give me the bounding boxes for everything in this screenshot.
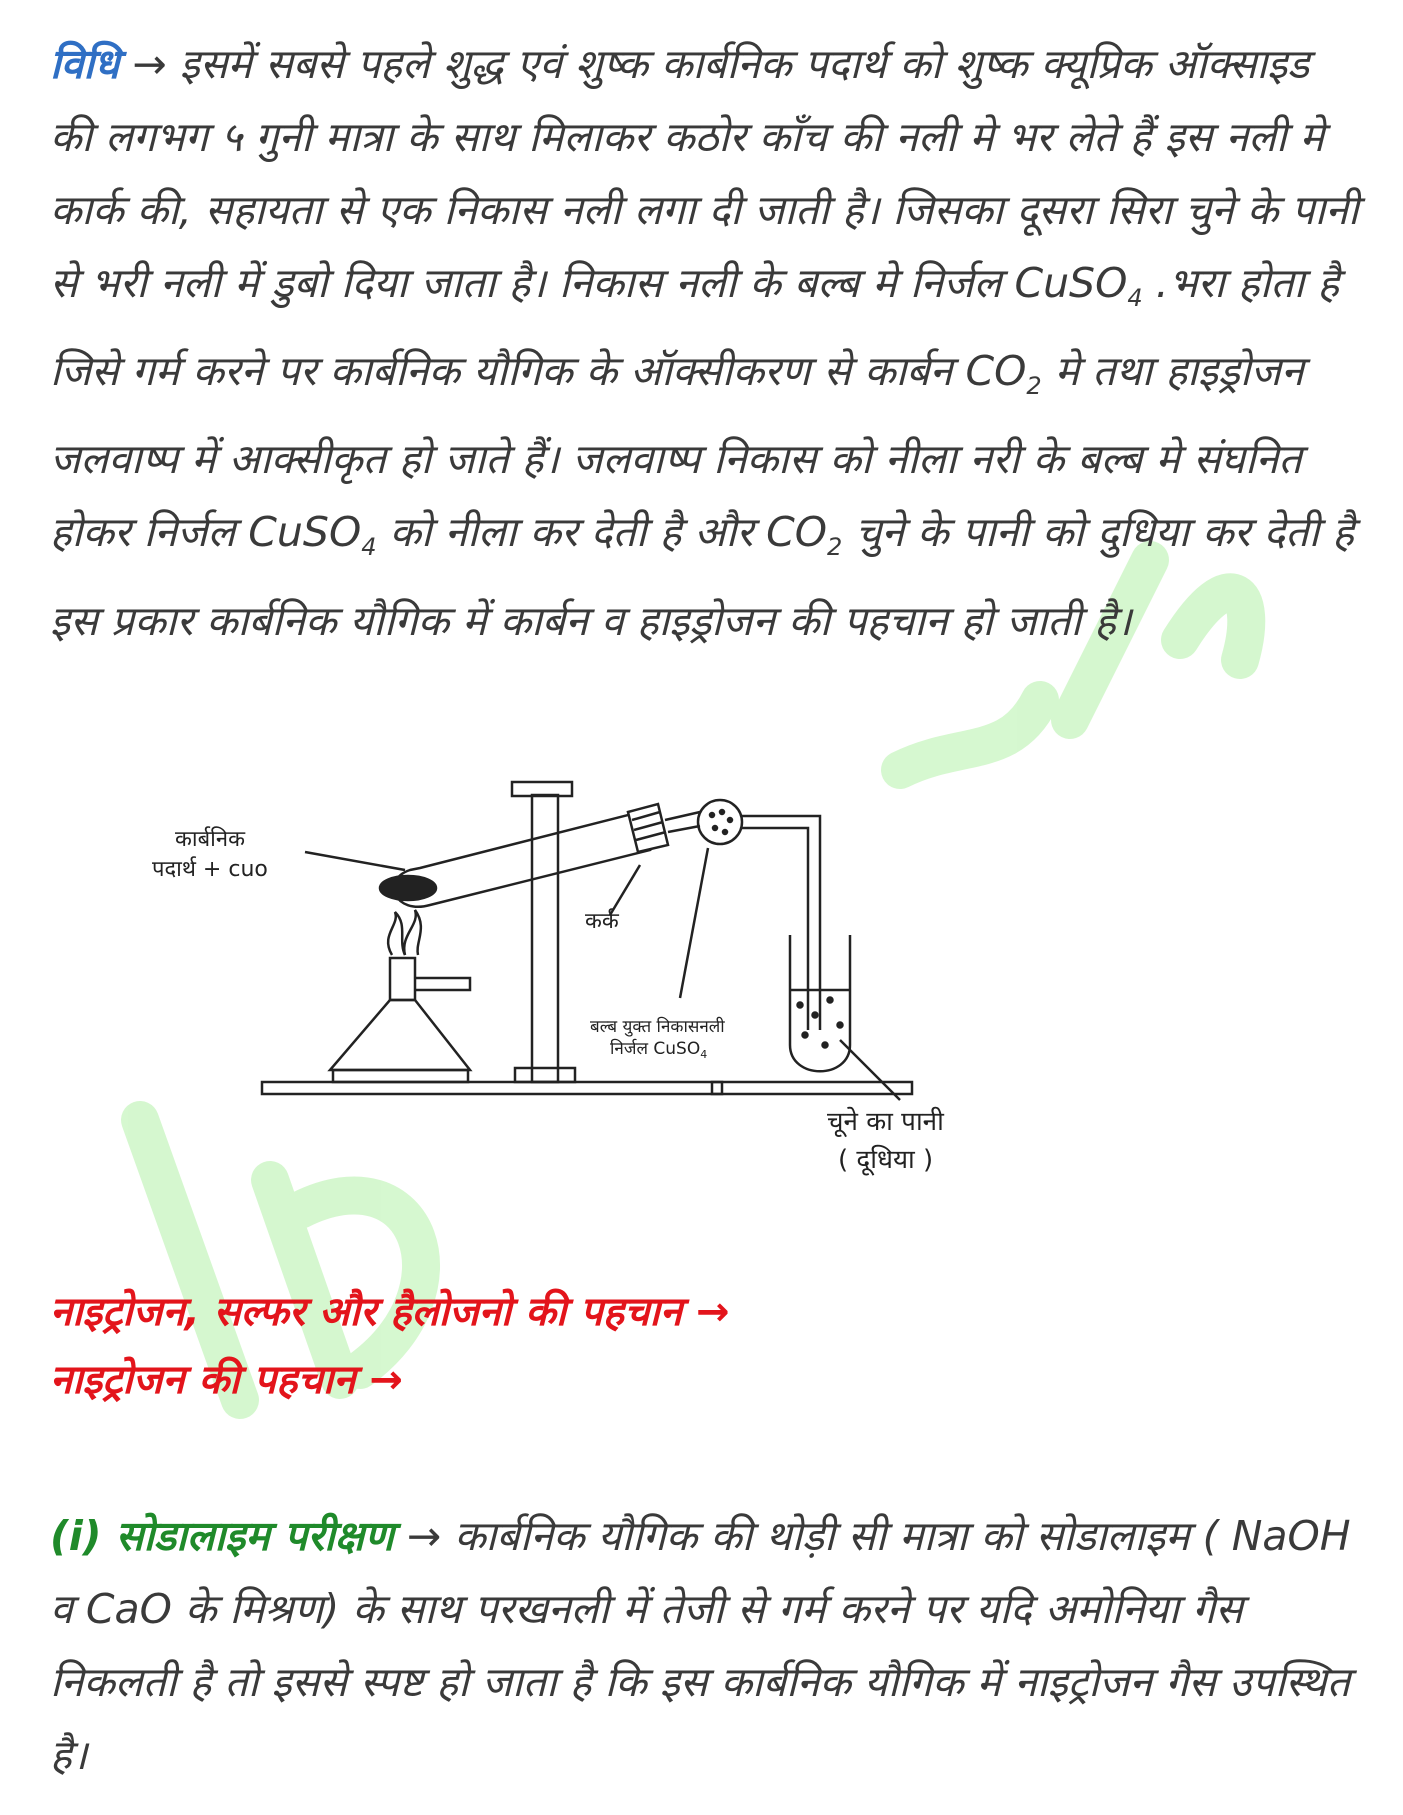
heading-nitrogen-sulphur-halogen: नाइट्रोजन, सल्फर और हैलोजनो की पहचान → (50, 1289, 730, 1335)
sodalime-text: कार्बनिक यौगिक की थोड़ी सी मात्रा को सोडालाइम ( NaOH व CaO के मिश्रण) के साथ परखनली में तेजी से गर्म करने पर यदि अमोनिया गैस निकलती है तो इससे स्पष्ट हो जाता है कि इस कार्बनिक यौगिक में नाइट्रोजन गैस उपस्थित है। (50, 1512, 1351, 1779)
vidhi-text-b: .भरा होता है जिसे गर्म करने पर कार्बनिक यौगिक के ऑक्सीकरण से कार्बन CO (50, 259, 1340, 396)
pointer-bulb (680, 848, 708, 998)
label-lime-2: ( दूधिया ) (838, 1145, 934, 1175)
flame-icon (388, 912, 405, 955)
bulb (698, 800, 742, 844)
cork (628, 804, 668, 852)
vidhi-sub-a: 4 (1127, 284, 1143, 313)
vidhi-lead: विधि (50, 40, 120, 88)
vidhi-text-d: को नीला कर देती है और CO (376, 508, 828, 557)
heading-nitrogen: नाइट्रोजन की पहचान → (50, 1357, 403, 1403)
delivery-tube (665, 812, 700, 832)
vidhi-text-a: इसमें सबसे पहले शुद्ध एवं शुष्क कार्बनिक पदार्थ को शुष्क क्यूप्रिक ऑक्साइड की लगभग ५ गुनी मात्रा के साथ मिलाकर कठोर काँच की नली मे भर लेते हैं इस नली मे कार्क की, सहायता से एक निकास नली लगा दी जाती है। जिसका दूसरा सिरा चुने के पानी से भरी नली में डुबो दिया जाता है। निकास नली के बल्ब मे निर्जल CuSO (50, 40, 1359, 307)
sodalime-paragraph (50, 1500, 1360, 1792)
burner-nozzle (415, 978, 470, 990)
vidhi-sub-b: 2 (1026, 372, 1042, 401)
vidhi-text-c: मे तथा हाइड्रोजन जलवाष्प में आक्सीकृत हो जाते हैं। जलवाष्प निकास को नीला नरी के बल्ब मे संघनित होकर निर्जल CuSO (50, 347, 1304, 557)
vidhi-arrow: → (132, 40, 167, 88)
apparatus-diagram (0, 760, 1403, 1200)
pointer-lime (840, 1040, 900, 1100)
label-bulb-2 (610, 1038, 707, 1061)
pointer-cork (610, 865, 640, 915)
label-bulb-2-sub: 4 (700, 1048, 708, 1061)
vidhi-sub-d: 2 (827, 533, 843, 562)
label-bulb-1: बल्ब युक्त निकासनली (590, 1017, 725, 1037)
base-plate-right (712, 1082, 912, 1094)
sodalime-arrow: → (406, 1512, 442, 1560)
vidhi-paragraph (50, 28, 1360, 658)
vidhi-sub-c: 4 (361, 533, 377, 562)
label-bulb-2-main: निर्जल CuSO (610, 1039, 701, 1059)
pointer-substance (305, 852, 405, 870)
substance-mass (380, 876, 436, 900)
label-lime-1: चूने का पानी (827, 1107, 944, 1137)
vidhi-text-e: चुने के पानी को दुधिया कर देती है इस प्रकार कार्बनिक यौगिक में कार्बन व हाइड्रोजन की पहचान हो जाती है। (50, 508, 1355, 645)
burner (330, 1000, 470, 1070)
label-cork: कर्क (585, 909, 619, 934)
label-substance-1: कार्बनिक (175, 827, 245, 852)
sodalime-lead: (i) सोडालाइम परीक्षण (50, 1512, 394, 1560)
label-substance-2: पदार्थ + cuo (152, 857, 268, 882)
burner-tube (390, 958, 415, 1000)
base-plate-left (262, 1082, 722, 1094)
